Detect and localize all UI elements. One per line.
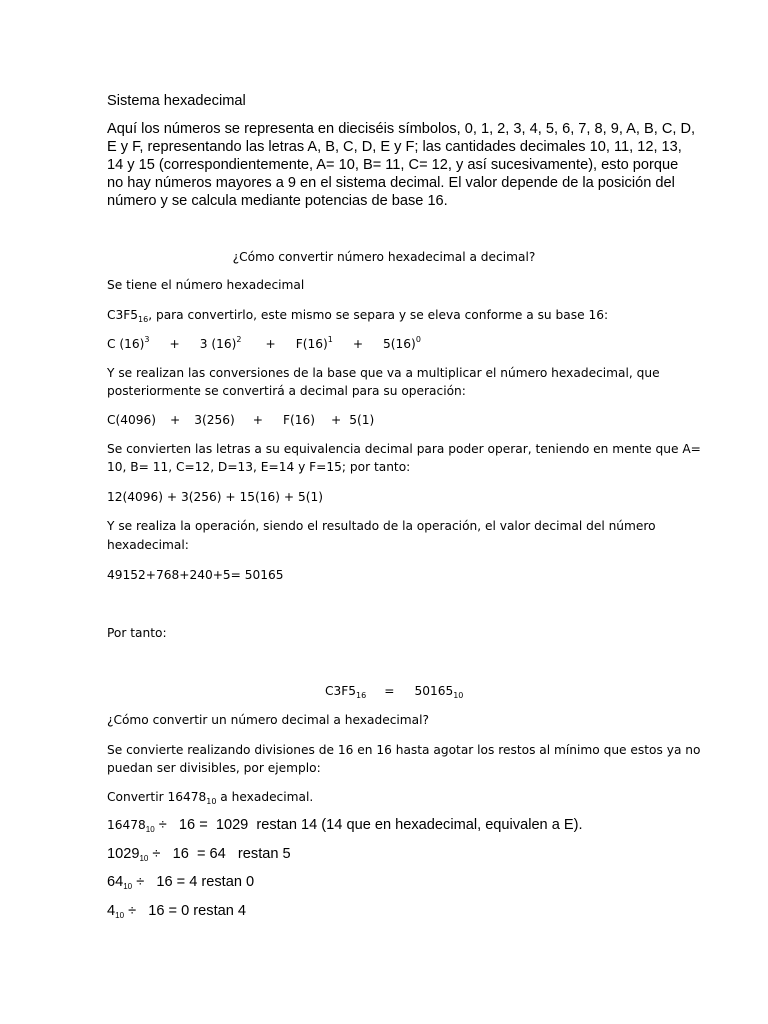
base-subscript: 10 [115, 911, 125, 920]
base-subscript: 10 [139, 854, 149, 863]
section2-heading: ¿Cómo convertir un número decimal a hexadecimal? [107, 713, 429, 727]
hex-value: C3F5 [325, 684, 357, 698]
terms-expression [107, 411, 374, 429]
section2-para-1-line-1: Se convierte realizando divisiones de 16 en 16 hasta agotar los restos al mínimo que estos ya no [107, 743, 701, 757]
plus-sign: + [331, 413, 342, 427]
base-subscript: 16 [138, 315, 149, 324]
power-term: 3 (16) [199, 337, 237, 351]
step-number: 64 [107, 874, 124, 890]
plus-sign: + [170, 413, 181, 427]
para-text: Convertir 16478 [107, 790, 207, 804]
equals-sign: = [384, 684, 395, 698]
plus-sign: + [265, 337, 276, 351]
exponent: 0 [415, 335, 421, 344]
power-term: F(16) [295, 337, 328, 351]
step-number: 16478 [107, 818, 146, 832]
division-step-1 [107, 816, 583, 834]
por-tanto-label: Por tanto: [107, 626, 167, 640]
intro-line-1: Aquí los números se representa en dieciséis símbolos, 0, 1, 2, 3, 4, 5, 6, 7, 8, 9, A, B, C, D, [107, 121, 696, 137]
power-term: C (16) [107, 337, 145, 351]
base-subscript: 10 [206, 797, 217, 806]
step-number: 1029 [107, 846, 140, 862]
intro-line-5: número y se calcula mediante potencias de base 16. [107, 193, 448, 209]
base-subscript: 16 [356, 691, 367, 700]
para-text: , para convertirlo, este mismo se separa y se eleva conforme a su base 16: [148, 308, 609, 322]
power-term: 5(16) [383, 337, 416, 351]
section1-heading: ¿Cómo convertir número hexadecimal a decimal? [232, 250, 536, 264]
plus-sign: + [352, 337, 364, 351]
step-number: 4 [107, 903, 116, 919]
doc-title: Sistema hexadecimal [107, 93, 246, 109]
intro-line-3: 14 y 15 (correspondientemente, A= 10, B= 11, C= 12, y así sucesivamente), esto porque [107, 157, 679, 173]
exponent: 2 [236, 335, 242, 344]
powers-expression [107, 335, 421, 353]
term: 5(1) [349, 413, 375, 427]
term: C(4096) [107, 413, 157, 427]
step-text: ÷ 16 = 4 restan 0 [132, 874, 255, 890]
base-subscript: 10 [123, 882, 133, 891]
plus-sign: + [252, 413, 264, 427]
hex-number: C3F5 [107, 308, 139, 322]
section2-para-2 [107, 788, 313, 806]
base-subscript: 10 [145, 825, 155, 834]
decimal-expression: 12(4096) + 3(256) + 15(16) + 5(1) [107, 490, 323, 504]
section1-para-4-line-2: 10, B= 11, C=12, D=13, E=14 y F=15; por tanto: [107, 460, 411, 474]
section1-para-5-line-1: Y se realiza la operación, siendo el resultado de la operación, el valor decimal del número [107, 519, 656, 533]
term: 3(256) [194, 413, 235, 427]
section1-para-5-line-2: hexadecimal: [107, 538, 189, 552]
section1-para-4-line-1: Se convierten las letras a su equivalencia decimal para poder operar, teniendo en mente que A= [107, 442, 701, 456]
section1-para-2 [107, 306, 608, 324]
decimal-value: 50165 [414, 684, 454, 698]
base-subscript: 10 [453, 691, 464, 700]
result-equation [325, 682, 463, 700]
exponent: 1 [327, 335, 333, 344]
division-step-4 [107, 902, 246, 920]
division-step-2 [107, 845, 291, 863]
section2-para-1-line-2: puedan ser divisibles, por ejemplo: [107, 761, 321, 775]
intro-line-4: no hay números mayores a 9 en el sistema decimal. El valor depende de la posición del [107, 175, 675, 191]
section1-para-3-line-2: posteriormente se convertirá a decimal para su operación: [107, 384, 466, 398]
intro-line-2: E y F, representando las letras A, B, C, D, E y F; las cantidades decimales 10, 11, 12, 13, [107, 139, 682, 155]
exponent: 3 [144, 335, 150, 344]
plus-sign: + [169, 337, 180, 351]
para-text: a hexadecimal. [216, 790, 314, 804]
step-text: ÷ 16 = 0 restan 4 [124, 903, 247, 919]
step-text: ÷ 16 = 64 restan 5 [148, 846, 291, 862]
step-text: ÷ 16 = 1029 restan 14 (14 que en hexadecimal, equivalen a E). [154, 817, 583, 833]
section1-para-1: Se tiene el número hexadecimal [107, 278, 305, 292]
division-step-3 [107, 873, 254, 891]
term: F(16) [283, 413, 316, 427]
section1-para-3-line-1: Y se realizan las conversiones de la base que va a multiplicar el número hexadecimal, que [107, 366, 660, 380]
sum-expression: 49152+768+240+5= 50165 [107, 568, 284, 582]
